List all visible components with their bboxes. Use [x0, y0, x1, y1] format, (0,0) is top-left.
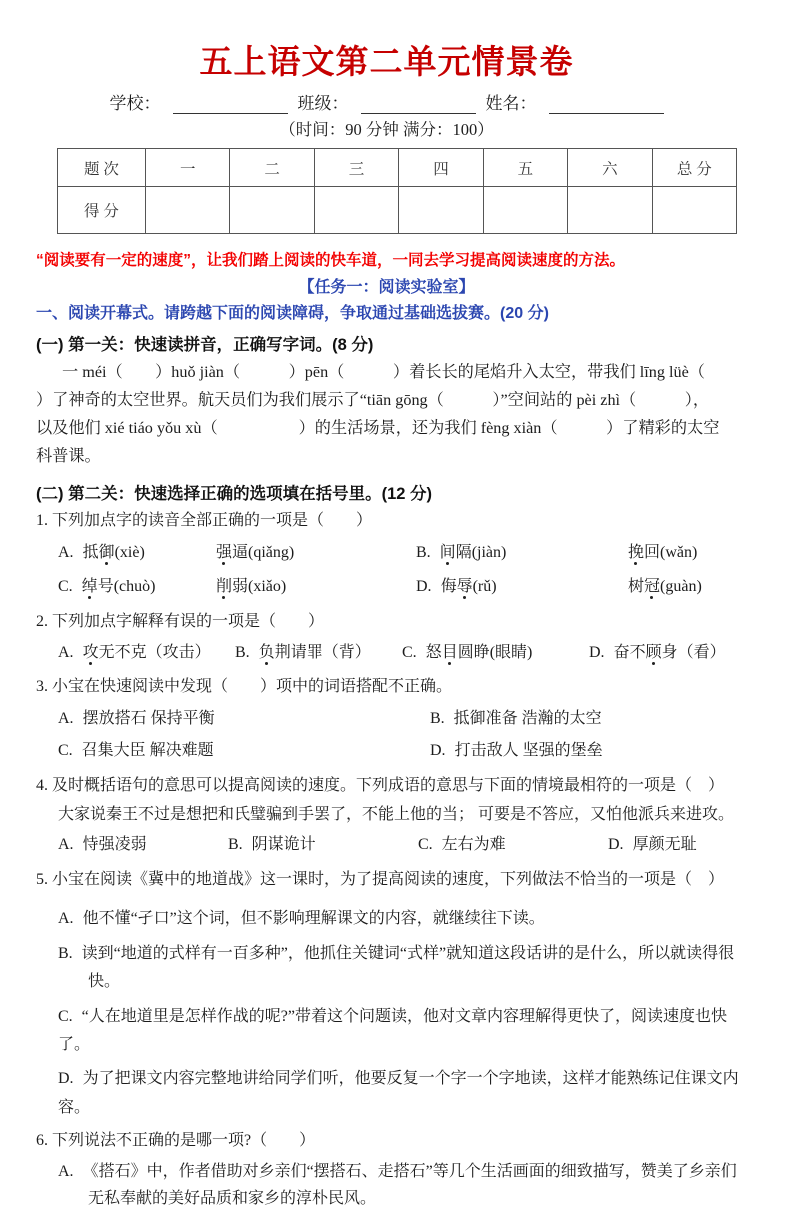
score-header-cell: 五 — [483, 149, 567, 187]
pinyin-line: 以及他们 xié tiáo yǒu xù（ ）的生活场景，还为我们 fèng xiàn（ ）了精彩的太空 — [36, 418, 720, 437]
question-stem: 3. 小宝在快速阅读中发现（ ）项中的词语搭配不正确。 — [36, 678, 453, 696]
score-cell — [568, 187, 652, 234]
score-header-cell: 二 — [230, 149, 314, 187]
class-field-blank — [361, 96, 476, 114]
option-c: C. 召集大臣 解决难题 — [58, 742, 214, 760]
option-c-word2: 削弱(xiǎo) — [216, 578, 287, 596]
question-stem: 6. 下列说法不正确的是哪一项?（ ） — [36, 1132, 316, 1150]
emphasized-char: 顾 — [645, 644, 662, 661]
question-5 — [36, 867, 743, 1123]
emphasized-char: 辱 — [456, 578, 473, 596]
reading-speed-intro: “阅读要有一定的速度”，让我们踏上阅读的快车道，一同去学习提高阅读速度的方法。 — [36, 252, 626, 269]
name-field-blank — [549, 96, 664, 114]
score-table-header-row — [58, 149, 737, 187]
emphasized-char: 间 — [439, 543, 456, 561]
score-cell — [483, 187, 567, 234]
class-field-label: 班级： — [297, 94, 349, 113]
option-a: A. 攻无不克（攻击） — [58, 644, 211, 661]
pinyin-paragraph — [36, 359, 743, 470]
question-6 — [36, 1128, 743, 1212]
option-d-word2: 树冠(guàn) — [628, 578, 702, 596]
option-d: D. 奋不顾身（看） — [589, 644, 726, 661]
score-table-score-row — [58, 187, 737, 234]
score-header-cell: 题 次 — [58, 149, 146, 187]
emphasized-char: 强 — [216, 543, 233, 561]
emphasized-char: 攻 — [82, 644, 99, 661]
pinyin-line: 科普课。 — [36, 446, 101, 465]
question-4-context: 大家说秦王不过是想把和氏璧骗到手罢了，不能上他的当； 可要是不答应，又怕他派兵来进攻。 — [58, 805, 735, 823]
option-a: A. 恃强凌弱 — [58, 836, 147, 854]
school-field-label: 学校： — [109, 94, 161, 113]
option-d: D. 侮辱(rǔ) — [416, 578, 497, 596]
emphasized-char: 目 — [441, 644, 458, 661]
option-c: C. 怒目圆睁(眼睛) — [402, 644, 533, 661]
task1-banner: 【任务一：阅读实验室】 — [298, 279, 475, 296]
option-a: A. 抵御(xiè) — [58, 543, 145, 561]
emphasized-char: 负 — [258, 644, 275, 661]
question-2-options — [58, 638, 743, 668]
score-cell — [230, 187, 314, 234]
emphasized-char: 削 — [216, 578, 233, 596]
option-b: B. 抵御准备 浩瀚的太空 — [430, 709, 602, 727]
score-table — [57, 148, 737, 234]
question-stem: 5. 小宝在阅读《冀中的地道战》这一课时，为了提高阅读的速度，下列做法不恰当的一项是（ ） — [36, 870, 725, 888]
school-field-blank — [173, 96, 288, 114]
option-c: C. 绰号(chuò) — [58, 578, 156, 596]
score-header-cell: 四 — [399, 149, 483, 187]
option-b: B. 阴谋诡计 — [228, 836, 316, 854]
option-a: A. 《搭石》中，作者借助对乡亲们“摆搭石、走搭石”等几个生活画面的细致描写，赞美了乡亲们无私奉献的美好品质和家乡的淳朴民风。 — [58, 1162, 737, 1207]
question-3 — [36, 674, 743, 766]
pinyin-line: ）了神奇的太空世界。航天员们为我们展示了“tiān gōng（ ）”空间站的 pèi zhì（ ）， — [36, 390, 710, 409]
emphasized-char: 御 — [98, 543, 115, 561]
option-c: C. 左右为难 — [418, 836, 506, 854]
time-limit-line: （时间：90 分钟 满分：100） — [279, 120, 494, 139]
score-header-cell: 六 — [568, 149, 652, 187]
name-field-label: 姓名： — [485, 94, 537, 113]
option-c: C. “人在地道里是怎样作战的呢?”带着这个问题读，他对文章内容理解得更快了，阅读速度也快了。 — [58, 1007, 727, 1053]
page-title: 五上语文第二单元情景卷 — [199, 45, 574, 81]
question-stem: 4. 及时概括语句的意思可以提高阅读的速度。下列成语的意思与下面的情境最相符的一项是（ ） — [36, 776, 725, 794]
question-2 — [36, 609, 743, 669]
option-d: D. 为了把课文内容完整地讲给同学们听，他要反复一个字一个字地读，这样才能熟练记住课文内容。 — [58, 1070, 739, 1116]
option-a-word2: 强逼(qiǎng) — [216, 543, 295, 561]
pinyin-line: 一 méi（ ）huǒ jiàn（ ）pēn（ ）着长长的尾焰升入太空，带我们 līng lüè（ — [62, 363, 705, 381]
option-a: A. 他不懂“孑口”这个词，但不影响理解课文的内容，就继续往下读。 — [58, 910, 545, 928]
question-stem: 1. 下列加点字的读音全部正确的一项是（ ） — [36, 512, 373, 530]
question-4-options — [58, 830, 743, 860]
question-1 — [36, 508, 743, 602]
student-info-line — [30, 89, 743, 114]
question-1-options — [58, 538, 743, 603]
score-header-cell: 总 分 — [652, 149, 736, 187]
score-cell — [314, 187, 398, 234]
emphasized-char: 绰 — [81, 578, 98, 596]
section-one-heading: 一、阅读开幕式。请跨越下面的阅读障碍，争取通过基础选拔赛。(20 分) — [36, 305, 549, 322]
option-b: B. 读到“地道的式样有一百多种”，他抓住关键词“式样”就知道这段话讲的是什么，所以就读得很快。 — [58, 944, 735, 991]
score-cell — [399, 187, 483, 234]
option-b: B. 间隔(jiàn) — [416, 543, 507, 561]
part1-heading: (一) 第一关：快速读拼音，正确写字词。(8 分) — [36, 336, 374, 354]
question-3-options — [58, 704, 743, 767]
emphasized-char: 挽 — [628, 543, 645, 561]
question-4 — [36, 773, 743, 861]
emphasized-char: 冠 — [644, 578, 661, 596]
option-b-word2: 挽回(wǎn) — [628, 543, 698, 561]
option-a: A. 摆放搭石 保持平衡 — [58, 709, 215, 727]
question-stem: 2. 下列加点字解释有误的一项是（ ） — [36, 612, 325, 630]
score-cell — [146, 187, 230, 234]
part2-heading: (二) 第二关：快速选择正确的选项填在括号里。(12 分) — [36, 485, 432, 504]
score-cell — [652, 187, 736, 234]
score-header-cell: 一 — [146, 149, 230, 187]
option-d: D. 打击敌人 坚强的堡垒 — [430, 742, 603, 760]
option-d: D. 厚颜无耻 — [608, 836, 697, 854]
score-row-label: 得 分 — [58, 187, 146, 234]
score-header-cell: 三 — [314, 149, 398, 187]
option-b: B. 负荆请罪（背） — [235, 644, 371, 661]
